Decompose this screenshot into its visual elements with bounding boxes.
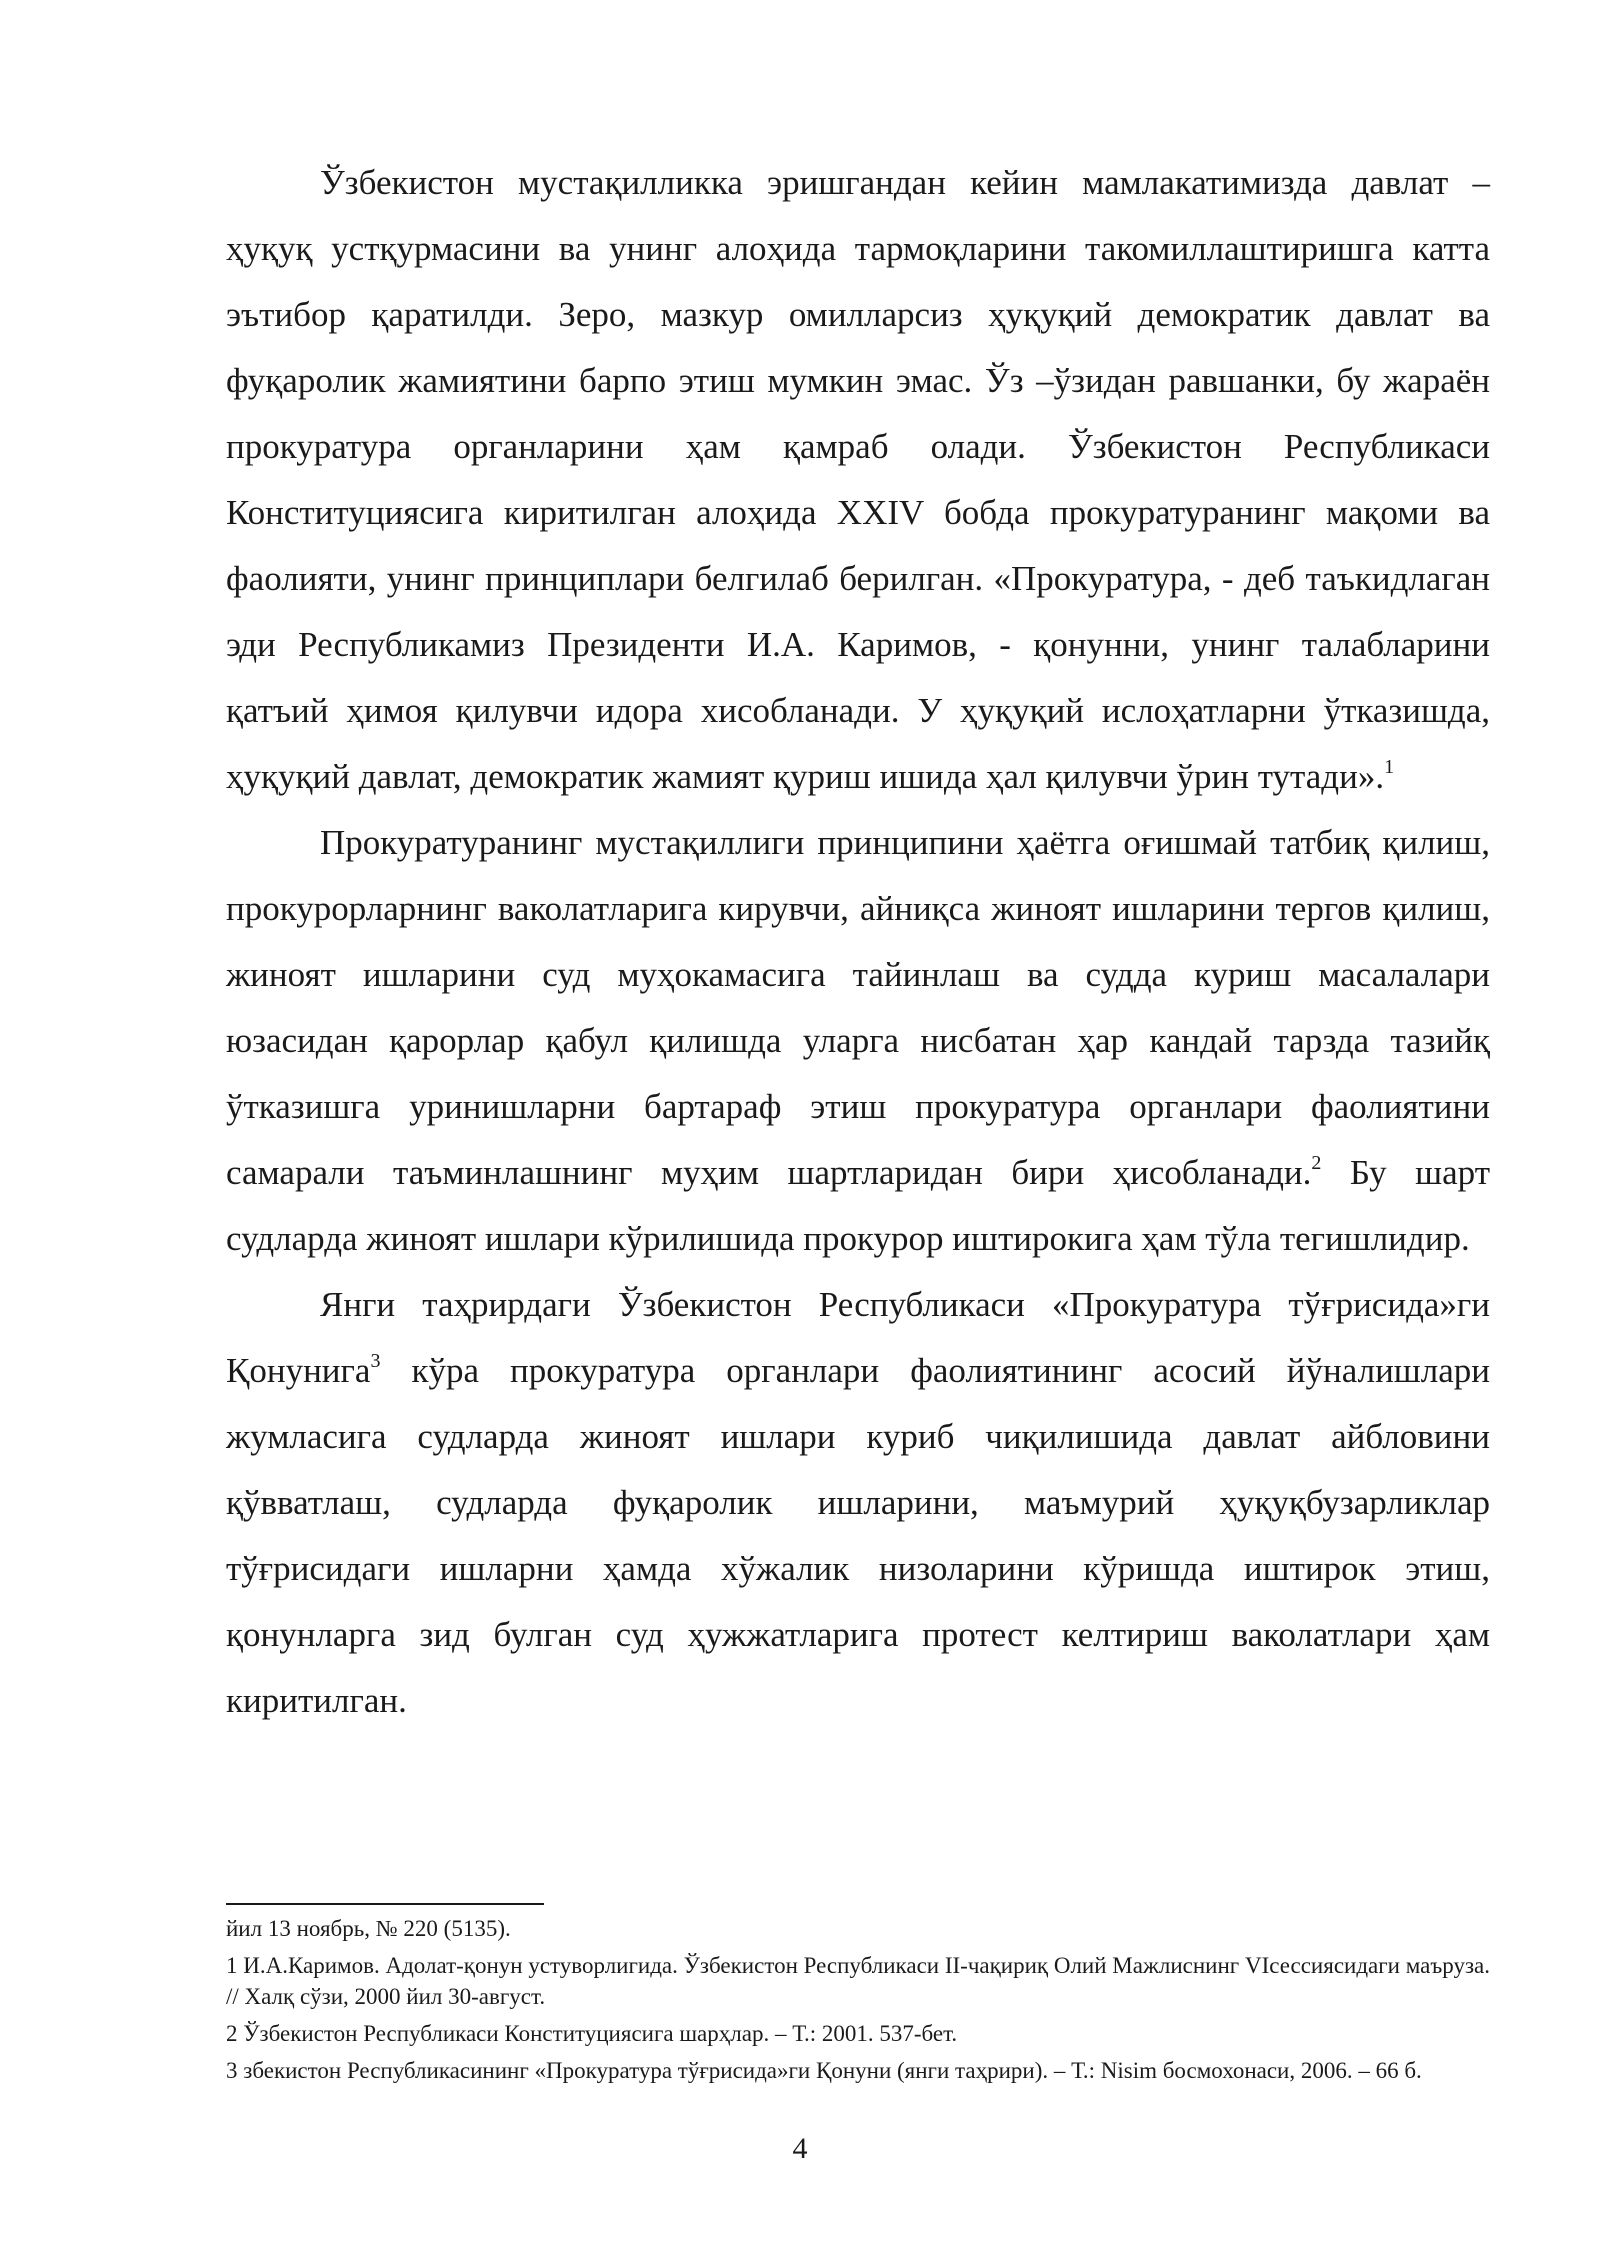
footnotes [226, 1913, 1490, 2092]
footnote-ref-2[interactable]: 2 [1311, 1152, 1322, 1174]
page-number: 4 [792, 2132, 808, 2165]
footnote-separator [226, 1903, 544, 1905]
footnote-ref-1[interactable]: 1 [1384, 756, 1395, 778]
footnote-1: 1 И.А.Каримов. Адолат-қонун устуворлигида. Ўзбекистон Республикаси II-чақириқ Олий Мажлиснинг VIсессиясидаги маъруза. // Халқ сўзи, 2000 йил 30-август. [226, 1953, 1490, 2009]
footnote-ref-3[interactable]: 3 [370, 1350, 381, 1372]
paragraph-2-text-a: Прокуратуранинг мустақиллиги принципини ҳаётга оғишмай татбиқ қилиш, прокурорларнинг ваколатларига кирувчи, айниқса жиноят ишларини тергов қилиш, жиноят ишларини суд муҳокамасига тайинлаш ва судда куриш масалалари юзасидан қарорлар қабул қилишда уларга нисбатан ҳар кандай тарзда тазийқ ўтказишга уринишларни бартараф этиш прокуратура органлари фаолиятини самарали таъминлашнинг муҳим шартларидан бири ҳисобланади. [226, 823, 1490, 1192]
paragraph-2-text-b: Бу шарт судларда жиноят ишлари кўрилишида прокурор иштирокига ҳам тўла тегишлидир. [226, 1153, 1490, 1258]
footnote-continuation: йил 13 ноябрь, № 220 (5135). [226, 1916, 511, 1941]
footnote-2: 2 Ўзбекистон Республикаси Конституциясига шарҳлар. – Т.: 2001. 537-бет. [226, 2021, 958, 2046]
paragraph-3-text-b: кўра прокуратура органлари фаолиятининг асосий йўналишлари жумласига судларда жиноят ишлари куриб чиқилишида давлат айбловини қўвватлаш, судларда фуқаролик ишларини, маъмурий ҳуқуқбузарликлар тўғрисидаги ишларни ҳамда хўжалик низоларини кўришда иштирок этиш, қонунларга зид булган суд ҳужжатларига протест келтириш ваколатлари ҳам киритилган. [226, 1351, 1490, 1720]
body-text [226, 150, 1490, 1734]
paragraph-2 [226, 810, 1490, 1272]
paragraph-1 [226, 150, 1490, 810]
paragraph-3 [226, 1272, 1490, 1734]
paragraph-1-text: Ўзбекистон мустақилликка эришгандан кейин мамлакатимизда давлат – ҳуқуқ устқурмасини ва унинг алоҳида тармоқларини такомиллаштиришга катта эътибор қаратилди. Зеро, мазкур омилларсиз ҳуқуқий демократик давлат ва фуқаролик жамиятини барпо этиш мумкин эмас. Ўз –ўзидан равшанки, бу жараён прокуратура органларини ҳам қамраб олади. Ўзбекистон Республикаси Конституциясига киритилган алоҳида XXIV бобда прокуратуранинг мақоми ва фаолияти, унинг принциплари белгилаб берилган. «Прокуратура, - деб таъкидлаган эди Республикамиз Президенти И.А. Каримов, - қонунни, унинг талабларини қатъий ҳимоя қилувчи идора хисобланади. У ҳуқуқий ислоҳатларни ўтказишда, ҳуқуқий давлат, демократик жамият қуриш ишида ҳал қилувчи ўрин тутади». [226, 163, 1490, 796]
paragraph-3-text-a: Янги таҳрирдаги Ўзбекистон Республикаси «Прокуратура тўғрисида»ги Қонунига [226, 1285, 1490, 1390]
footnote-3: 3 збекистон Республикасининг «Прокуратура тўғрисида»ги Қонуни (янги таҳрири). – Т.: Nisim босмохонаси, 2006. – 66 б. [226, 2058, 1422, 2083]
